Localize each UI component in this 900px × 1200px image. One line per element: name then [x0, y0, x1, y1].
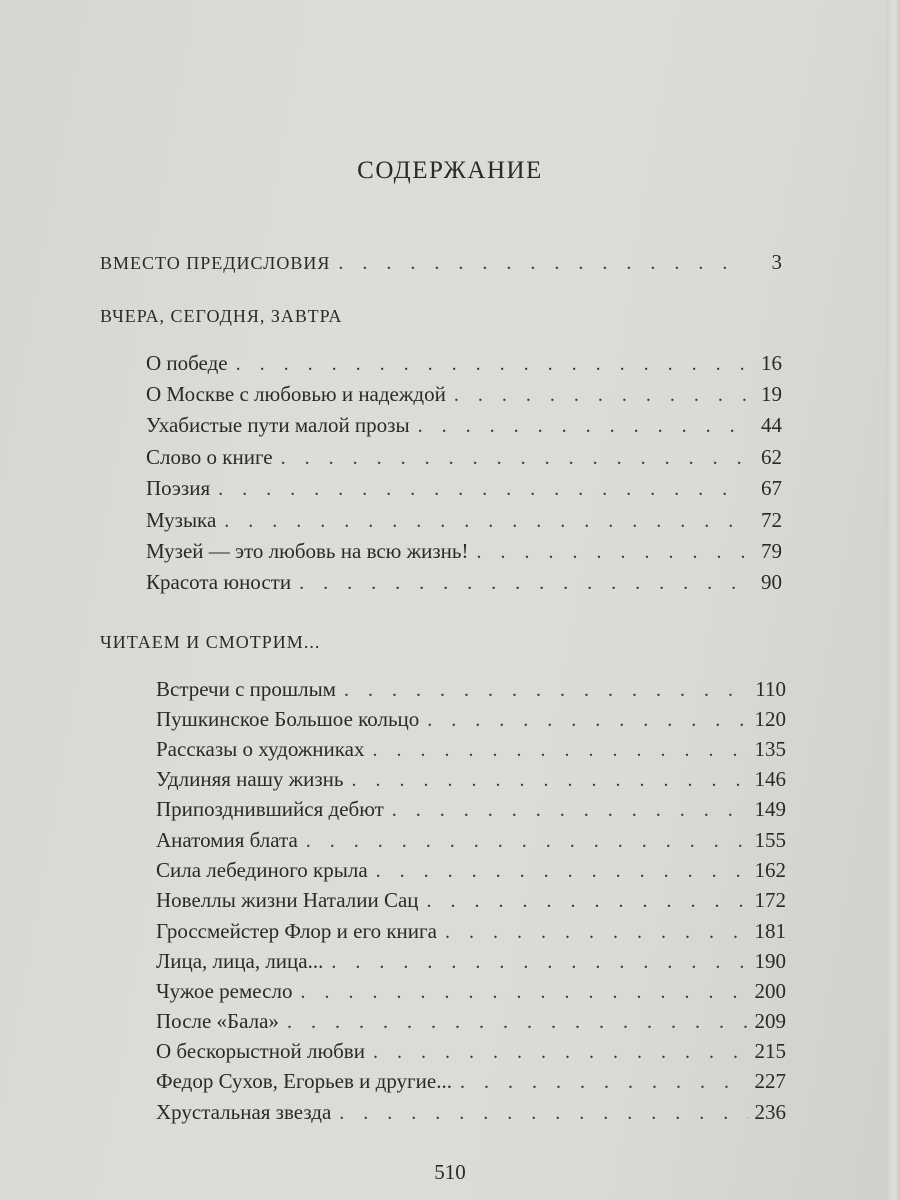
- toc-entry: [156, 1069, 786, 1097]
- toc-entry-preface: [100, 250, 782, 278]
- toc-page-number: 90: [761, 570, 782, 594]
- toc-entry: [156, 949, 786, 977]
- leader-dots: [236, 353, 746, 376]
- leader-dots: [306, 830, 749, 853]
- leader-dots: [427, 890, 749, 913]
- leader-dots: [460, 1071, 749, 1094]
- toc-entry: [146, 570, 782, 598]
- toc-entry-label: ВМЕСТО ПРЕДИСЛОВИЯ: [100, 253, 331, 273]
- leader-dots: [339, 1102, 748, 1125]
- toc-page-number: 149: [754, 797, 786, 821]
- toc-page-number: 16: [761, 351, 782, 375]
- leader-dots: [454, 384, 746, 407]
- leader-dots: [376, 860, 749, 883]
- toc-entry-label: Красота юности: [146, 570, 292, 594]
- leader-dots: [281, 447, 746, 470]
- toc-page-number: 79: [761, 539, 782, 563]
- toc-entry: [146, 413, 782, 441]
- toc-entry: [156, 1009, 786, 1037]
- toc-page-number: 200: [754, 979, 786, 1003]
- toc-entry-label: Федор Сухов, Егорьев и другие...: [156, 1069, 452, 1093]
- toc-entry: [156, 797, 786, 825]
- toc-entry-label: О бескорыстной любви: [156, 1039, 365, 1063]
- toc-page-number: 120: [754, 707, 786, 731]
- leader-dots: [427, 709, 748, 732]
- leader-dots: [331, 951, 748, 974]
- toc-entry: [156, 1039, 786, 1067]
- toc-page-number: 44: [761, 413, 782, 437]
- toc-page-number: 72: [761, 508, 782, 532]
- toc-page-number: 215: [754, 1039, 786, 1063]
- toc-entry: [156, 919, 786, 947]
- toc-entry: [156, 828, 786, 856]
- leader-dots: [392, 799, 749, 822]
- toc-entry-label: Удлиняя нашу жизнь: [156, 767, 344, 791]
- toc-entry-label: Гроссмейстер Флор и его книга: [156, 919, 437, 943]
- toc-page-number: 227: [754, 1069, 786, 1093]
- toc-page-number: 181: [754, 919, 786, 943]
- toc-entry-label: После «Бала»: [156, 1009, 279, 1033]
- section-heading: ВЧЕРА, СЕГОДНЯ, ЗАВТРА: [100, 306, 343, 326]
- toc-page-number: 19: [761, 382, 782, 406]
- leader-dots: [445, 921, 749, 944]
- toc-entry-label: Встречи с прошлым: [156, 677, 336, 701]
- toc-page-number: 3: [771, 250, 782, 274]
- leader-dots: [418, 415, 746, 438]
- toc-page-number: 135: [754, 737, 786, 761]
- toc-entry-label: Ухабистые пути малой прозы: [146, 413, 410, 437]
- page-title: СОДЕРЖАНИЕ: [357, 157, 543, 184]
- toc-page-number: 146: [754, 767, 786, 791]
- toc-entry-label: Лица, лица, лица...: [156, 949, 324, 973]
- toc-entry: [146, 445, 782, 473]
- toc-entry-label: Сила лебединого крыла: [156, 858, 368, 882]
- toc-entry-label: Пушкинское Большое кольцо: [156, 707, 420, 731]
- toc-page-number: 172: [754, 888, 786, 912]
- toc-page-number: 190: [754, 949, 786, 973]
- toc-entry: [146, 382, 782, 410]
- toc-entry: [156, 737, 786, 765]
- leader-dots: [300, 981, 748, 1004]
- section-heading: ЧИТАЕМ И СМОТРИМ...: [100, 632, 321, 652]
- toc-entry-label: Музыка: [146, 508, 217, 532]
- toc-entry-label: Припозднившийся дебют: [156, 797, 384, 821]
- leader-dots: [287, 1011, 749, 1034]
- toc-entry-label: Слово о книге: [146, 445, 273, 469]
- leader-dots: [338, 252, 746, 275]
- toc-entry: [156, 1100, 786, 1128]
- leader-dots: [344, 679, 749, 702]
- leader-dots: [351, 769, 748, 792]
- page-number-footer: 510: [434, 1160, 466, 1184]
- toc-entry-label: О Москве с любовью и надеждой: [146, 382, 446, 406]
- toc-page-number: 110: [755, 677, 786, 701]
- toc-entry-label: Анатомия блата: [156, 828, 298, 852]
- toc-page-number: 162: [754, 858, 786, 882]
- toc-entry: [146, 351, 782, 379]
- leader-dots: [224, 510, 746, 533]
- leader-dots: [373, 1041, 749, 1064]
- toc-entry-label: Новеллы жизни Наталии Сац: [156, 888, 419, 912]
- toc-entry-label: Хрустальная звезда: [156, 1100, 332, 1124]
- toc-page-number: 67: [761, 476, 782, 500]
- toc-entry-label: О победе: [146, 351, 228, 375]
- leader-dots: [218, 478, 746, 501]
- toc-page-number: 155: [754, 828, 786, 852]
- toc-entry-label: Поэзия: [146, 476, 211, 500]
- leader-dots: [372, 739, 748, 762]
- toc-page-number: 236: [754, 1100, 786, 1124]
- toc-page-number: 209: [754, 1009, 786, 1033]
- toc-page-number: 62: [761, 445, 782, 469]
- toc-entry: [146, 539, 782, 567]
- toc-entry: [156, 858, 786, 886]
- toc-entry: [146, 476, 782, 504]
- toc-entry: [156, 888, 786, 916]
- toc-entry: [156, 979, 786, 1007]
- leader-dots: [476, 541, 746, 564]
- toc-entry: [156, 707, 786, 735]
- leader-dots: [299, 572, 746, 595]
- toc-entry: [156, 677, 786, 705]
- toc-entry: [156, 767, 786, 795]
- toc-entry: [146, 508, 782, 536]
- toc-entry-label: Чужое ремесло: [156, 979, 293, 1003]
- toc-entry-label: Рассказы о художниках: [156, 737, 365, 761]
- toc-entry-label: Музей — это любовь на всю жизнь!: [146, 539, 469, 563]
